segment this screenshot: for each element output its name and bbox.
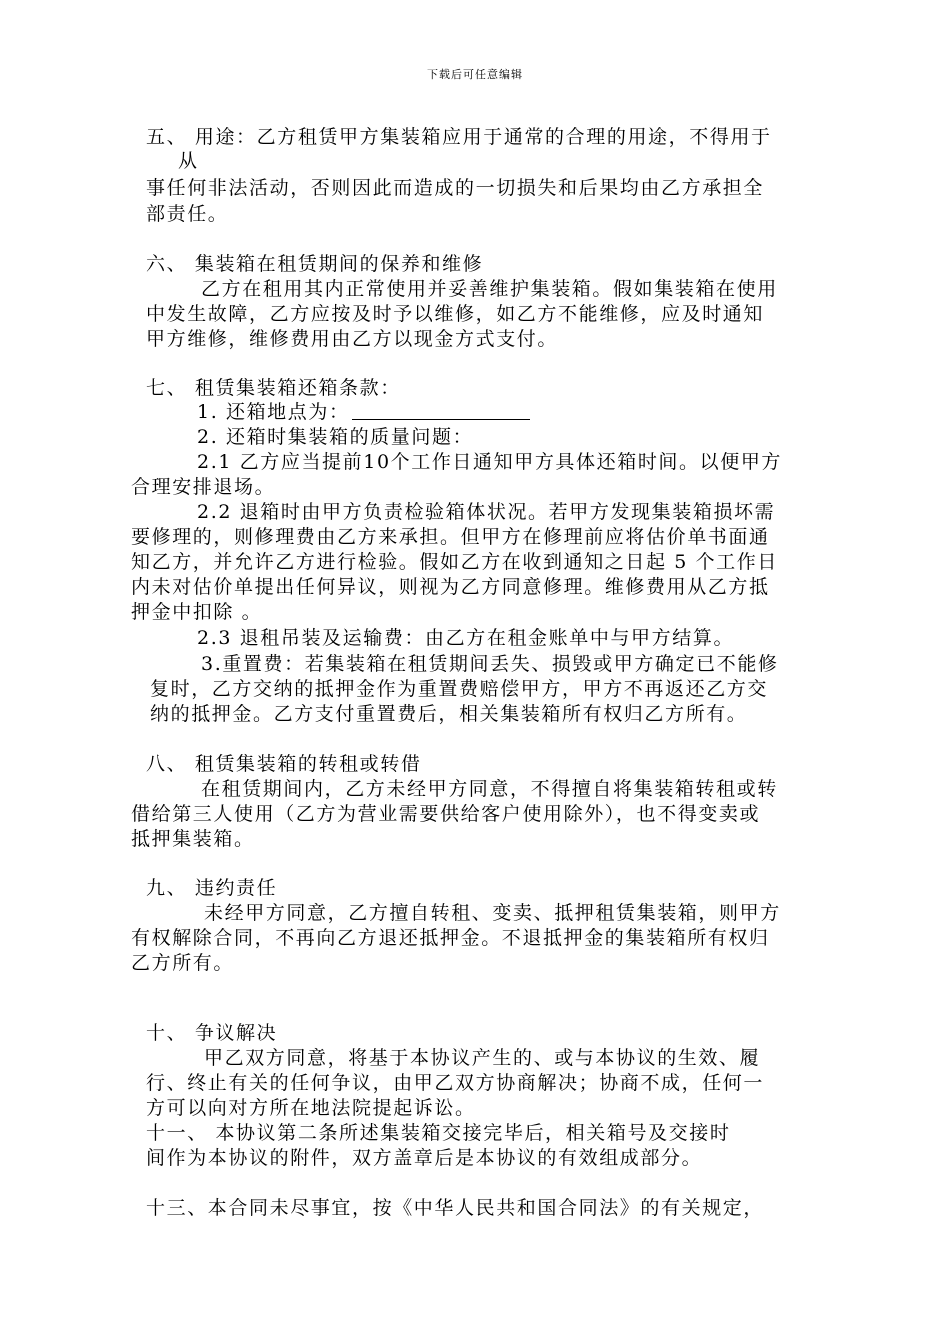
section-8-line-1: 在租赁期间内，乙方未经甲方同意，不得擅自将集装箱转租或转 (201, 778, 778, 800)
section-5-line-2: 从 (178, 150, 199, 172)
section-7-item-2-3: 2.3 退租吊装及运输费：由乙方在租金账单中与甲方结算。 (197, 627, 735, 649)
section-8-line-2: 借给第三人使用（乙方为营业需要供给客户使用除外），也不得变卖或 (131, 803, 761, 825)
section-6-line-2: 中发生故障，乙方应按及时予以维修，如乙方不能维修，应及时通知 (146, 303, 765, 325)
section-9-line-1: 未经甲方同意，乙方擅自转租、变卖、抵押租赁集装箱，则甲方 (204, 902, 781, 924)
section-7-item-2-1-line-1: 2.1 乙方应当提前10个工作日通知甲方具体还箱时间。以便甲方 (197, 451, 783, 473)
section-5-line-3: 事任何非法活动，否则因此而造成的一切损失和后果均由乙方承担全 (146, 177, 765, 199)
section-6-line-1: 乙方在租用其内正常使用并妥善维护集装箱。假如集装箱在使用 (201, 278, 778, 300)
section-8-title: 八、 租赁集装箱的转租或转借 (146, 753, 422, 775)
section-8-line-3: 抵押集装箱。 (131, 828, 255, 850)
section-13-line-1: 十三、本合同未尽事宜，按《中华人民共和国合同法》的有关规定， (146, 1197, 765, 1219)
section-7-item-2-2-line-4: 内未对估价单提出任何异议，则视为乙方同意修理。维修费用从乙方抵 (131, 576, 770, 598)
section-7-item-3-line-3: 纳的抵押金。乙方支付重置费后，相关集装箱所有权归乙方所有。 (150, 703, 748, 725)
section-6-line-3: 甲方维修，维修费用由乙方以现金方式支付。 (146, 328, 559, 350)
section-7-item-2-2-line-5: 押金中扣除 。 (131, 601, 263, 623)
section-10-line-2: 行、终止有关的任何争议，由甲乙双方协商解决；协商不成，任何一 (146, 1072, 765, 1094)
section-7-item-2-1-line-2: 合理安排退场。 (131, 476, 276, 498)
section-7-item-2-2-line-3: 知乙方，并允许乙方进行检验。假如乙方在收到通知之日起 5 个工作日 (131, 551, 778, 573)
section-7-item-2-2-line-2: 要修理的，则修理费由乙方来承担。但甲方在修理前应将估价单书面通 (131, 526, 770, 548)
section-11-line-2: 间作为本协议的附件，双方盖章后是本协议的有效组成部分。 (146, 1147, 703, 1169)
section-10-line-3: 方可以向对方所在地法院提起诉讼。 (146, 1097, 476, 1119)
return-location-label: 1. 还箱地点为： (197, 401, 350, 423)
section-9-line-3: 乙方所有。 (131, 952, 235, 974)
section-10-line-1: 甲乙双方同意，将基于本协议产生的、或与本协议的生效、履 (204, 1047, 761, 1069)
section-9-line-2: 有权解除合同，不再向乙方退还抵押金。不退抵押金的集装箱所有权归 (131, 927, 770, 949)
section-7-item-2: 2. 还箱时集装箱的质量问题： (197, 426, 474, 448)
page-header-note: 下载后可任意编辑 (427, 68, 523, 81)
section-7-item-3-line-1: 3.重置费：若集装箱在租赁期间丢失、损毁或甲方确定已不能修 (201, 653, 779, 675)
return-location-item (197, 400, 530, 424)
section-10-title: 十、 争议解决 (146, 1022, 278, 1044)
section-5-line-1: 五、 用途：乙方租赁甲方集装箱应用于通常的合理的用途，不得用于 (146, 126, 772, 148)
section-7-item-3-line-2: 复时，乙方交纳的抵押金作为重置费赔偿甲方，甲方不再返还乙方交 (150, 678, 769, 700)
return-location-blank-line (352, 418, 530, 420)
section-9-title: 九、 违约责任 (146, 877, 278, 899)
section-7-title: 七、 租赁集装箱还箱条款： (146, 377, 401, 399)
section-5-line-4: 部责任。 (146, 203, 229, 225)
section-11-line-1: 十一、 本协议第二条所述集装箱交接完毕后，相关箱号及交接时 (146, 1122, 731, 1144)
section-6-title: 六、 集装箱在租赁期间的保养和维修 (146, 253, 484, 275)
section-7-item-2-2-line-1: 2.2 退箱时由甲方负责检验箱体状况。若甲方发现集装箱损坏需 (197, 501, 776, 523)
